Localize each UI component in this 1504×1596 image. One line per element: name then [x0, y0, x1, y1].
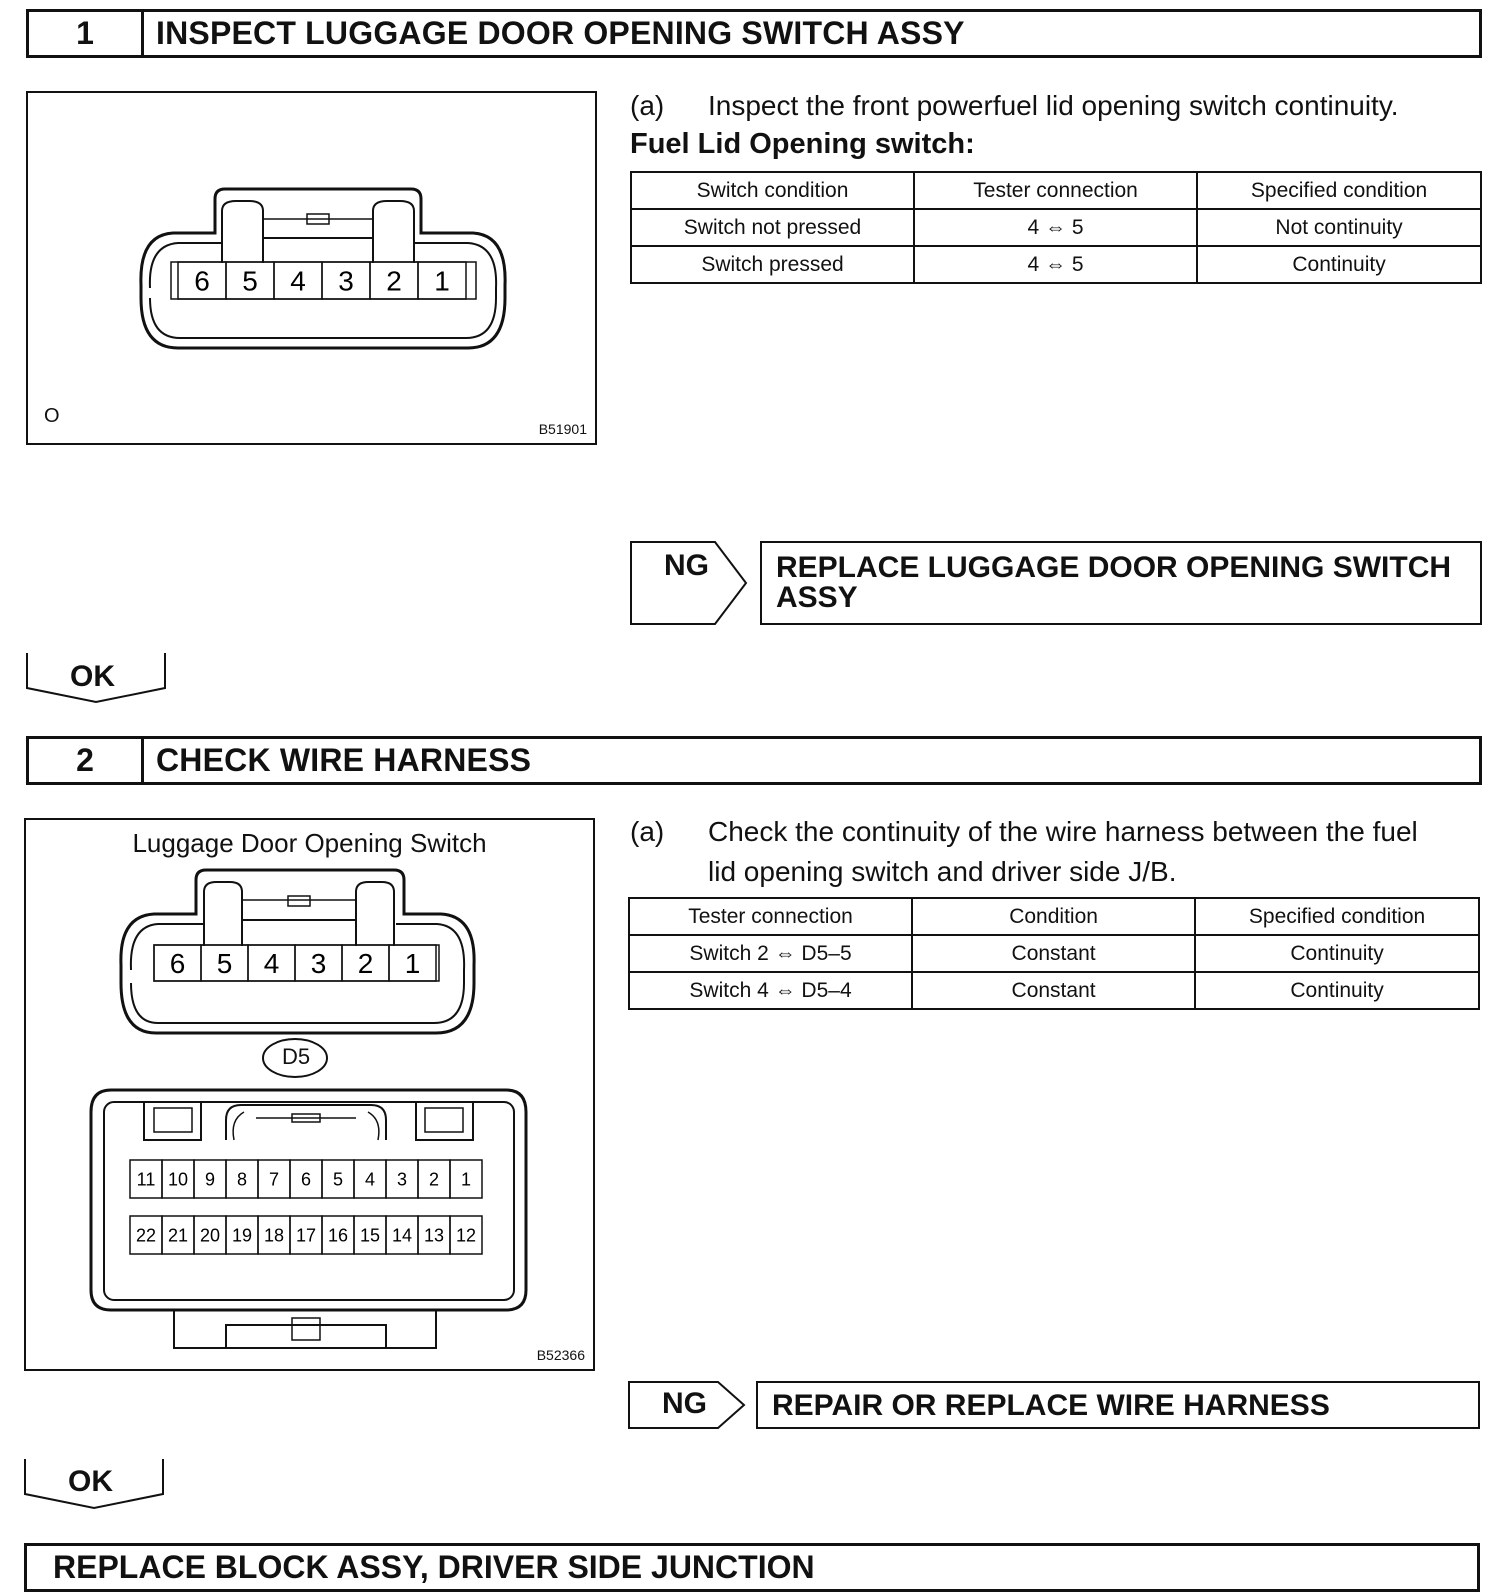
step-2-connector-figure — [24, 818, 595, 1371]
table-cell: Continuity — [1197, 246, 1481, 283]
jb-pin-number: 19 — [231, 1225, 253, 1246]
step-1-connector-figure — [26, 91, 597, 445]
step-1-title: INSPECT LUGGAGE DOOR OPENING SWITCH ASSY — [156, 15, 965, 51]
jb-pin-number: 6 — [300, 1169, 312, 1190]
switch-pin-number: 1 — [434, 265, 450, 297]
step-1-ok-label: OK — [70, 660, 115, 693]
switch-pin-number: 2 — [357, 948, 374, 980]
step-2-title: CHECK WIRE HARNESS — [156, 742, 532, 778]
jb-pin-number: 1 — [460, 1169, 472, 1190]
step-2-number: 2 — [29, 739, 144, 782]
switch-pin-number: 6 — [169, 948, 186, 980]
jb-pin-number: 20 — [199, 1225, 221, 1246]
jb-pin-number: 5 — [332, 1169, 344, 1190]
jb-pin-number: 18 — [263, 1225, 285, 1246]
switch-pin-number: 6 — [194, 265, 210, 297]
switch-connector-drawing — [28, 93, 595, 443]
jb-pin-number: 17 — [295, 1225, 317, 1246]
table-cell: 4 ⇔ 5 — [914, 209, 1197, 246]
connector-label-d5: D5 — [281, 1044, 311, 1069]
ng-action-line: REPLACE LUGGAGE DOOR OPENING SWITCH — [776, 551, 1452, 584]
jb-pin-number: 2 — [428, 1169, 440, 1190]
table-cell: Continuity — [1195, 935, 1479, 972]
table-cell: Switch 2 ⇔ D5–5 — [629, 935, 912, 972]
step-2-ng-label: NG — [662, 1387, 707, 1420]
table-row — [631, 209, 1481, 246]
table-row — [631, 246, 1481, 283]
step-2-spec-table — [628, 897, 1480, 1010]
table-header-row — [629, 898, 1479, 935]
table-cell: Switch 4 ⇔ D5–4 — [629, 972, 912, 1009]
switch-pin-number: 3 — [338, 265, 354, 297]
table-cell: Not continuity — [1197, 209, 1481, 246]
jb-pin-number: 3 — [396, 1169, 408, 1190]
table-header-cell: Specified condition — [1197, 172, 1481, 209]
jb-pin-number: 12 — [455, 1225, 477, 1246]
jb-pin-number: 4 — [364, 1169, 376, 1190]
jb-pin-number: 9 — [204, 1169, 216, 1190]
step-1-header — [26, 9, 1482, 58]
instruction-text: Check the continuity of the wire harness between the fuel — [708, 816, 1418, 847]
jb-pin-number: 14 — [391, 1225, 413, 1246]
switch-pin-number: 5 — [216, 948, 233, 980]
ng-action-line: ASSY — [776, 581, 858, 614]
table-row — [629, 935, 1479, 972]
figure-code: B51901 — [538, 421, 587, 437]
table-row — [629, 972, 1479, 1009]
figure-corner-mark: O — [44, 405, 60, 427]
switch-pin-number: 5 — [242, 265, 258, 297]
switch-pin-number: 3 — [310, 948, 327, 980]
table-cell: Continuity — [1195, 972, 1479, 1009]
table-header-row — [631, 172, 1481, 209]
step-2-ok-label: OK — [68, 1465, 113, 1498]
switch-pin-number: 4 — [290, 265, 306, 297]
jb-pin-number: 16 — [327, 1225, 349, 1246]
step-2-ng-action: REPAIR OR REPLACE WIRE HARNESS — [756, 1381, 1480, 1429]
step-1-ng-action — [760, 541, 1482, 625]
final-action: REPLACE BLOCK ASSY, DRIVER SIDE JUNCTION — [24, 1543, 1480, 1592]
jb-pin-number: 7 — [268, 1169, 280, 1190]
figure-code: B52366 — [536, 1347, 585, 1363]
instruction-text: Inspect the front powerfuel lid opening switch continuity. — [708, 90, 1399, 121]
step-1-spec-table — [630, 171, 1482, 284]
jb-pin-number: 11 — [136, 1169, 156, 1190]
jb-pin-number: 21 — [167, 1225, 189, 1246]
table-cell: Switch pressed — [631, 246, 914, 283]
step-2-header — [26, 736, 1482, 785]
table-cell: Switch not pressed — [631, 209, 914, 246]
instruction-label: (a) — [630, 90, 665, 121]
step-1-subheading: Fuel Lid Opening switch: — [630, 128, 975, 160]
switch-pin-number: 1 — [404, 948, 421, 980]
table-cell: Constant — [912, 935, 1195, 972]
figure-caption: Luggage Door Opening Switch — [132, 828, 487, 858]
instruction-label: (a) — [630, 816, 665, 847]
switch-pin-number: 2 — [386, 265, 402, 297]
instruction-text: lid opening switch and driver side J/B. — [708, 856, 1177, 887]
jb-pin-number: 13 — [423, 1225, 445, 1246]
table-header-cell: Tester connection — [914, 172, 1197, 209]
jb-pin-number: 15 — [359, 1225, 381, 1246]
jb-pin-number: 10 — [167, 1169, 189, 1190]
table-header-cell: Condition — [912, 898, 1195, 935]
wire-harness-drawing — [26, 820, 593, 1369]
step-1-number: 1 — [29, 12, 144, 55]
table-header-cell: Tester connection — [629, 898, 912, 935]
step-1-instruction — [630, 86, 1490, 126]
switch-pin-number: 4 — [263, 948, 280, 980]
table-header-cell: Switch condition — [631, 172, 914, 209]
table-header-cell: Specified condition — [1195, 898, 1479, 935]
step-2-instruction — [630, 812, 1490, 892]
jb-pin-number: 8 — [236, 1169, 248, 1190]
table-cell: 4 ⇔ 5 — [914, 246, 1197, 283]
table-cell: Constant — [912, 972, 1195, 1009]
step-1-ng-label: NG — [664, 549, 709, 582]
jb-pin-number: 22 — [135, 1225, 157, 1246]
